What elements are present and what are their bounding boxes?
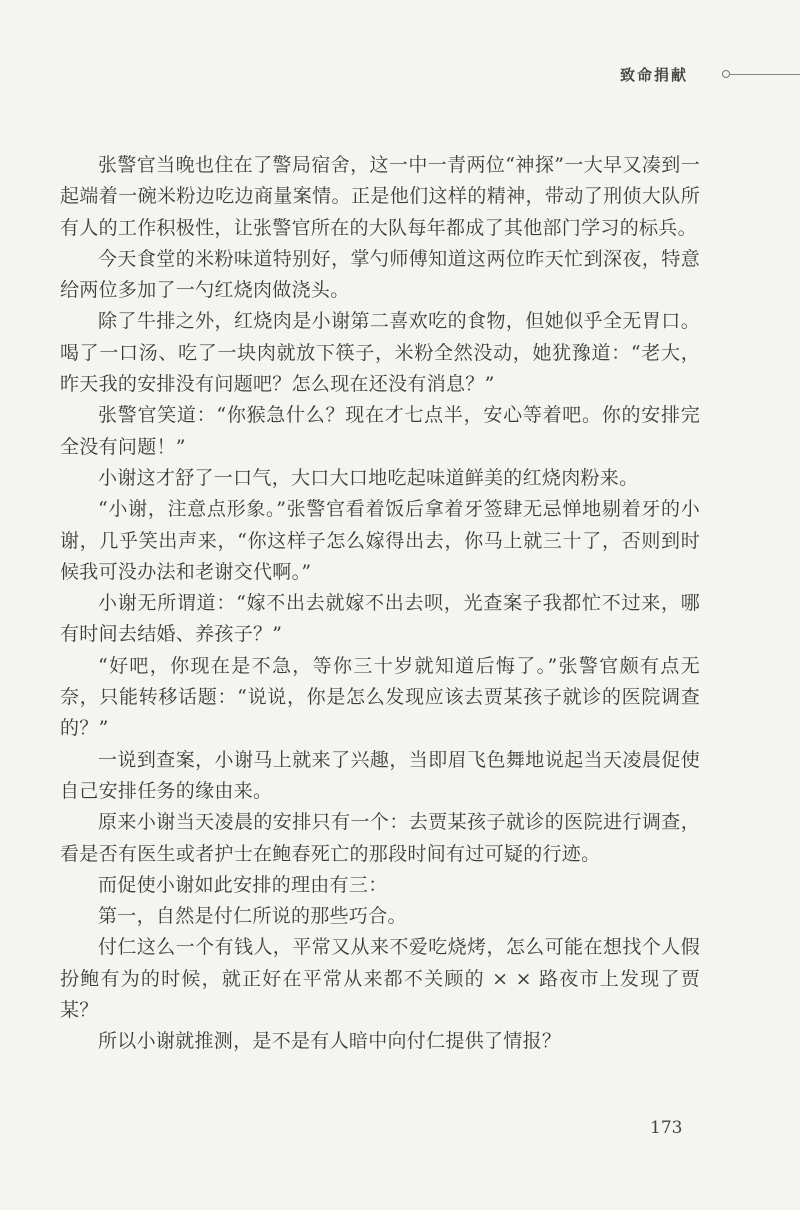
paragraph: 原来小谢当天凌晨的安排只有一个：去贾某孩子就诊的医院进行调查，看是否有医生或者护士在鲍春死亡的那段时间有过可疑的行迹。 (60, 811, 700, 865)
paragraph: 张警官笑道：“你猴急什么？现在才七点半，安心等着吧。你的安排完全没有问题！” (60, 404, 700, 458)
paragraph: 小谢这才舒了一口气，大口大口地吃起味道鲜美的红烧肉粉来。 (98, 466, 639, 489)
paragraph: “好吧，你现在是不急，等你三十岁就知道后悔了。”张警官颇有点无奈，只能转移话题：“说说，你是怎么发现应该去贾某孩子就诊的医院调查的？” (60, 654, 700, 740)
running-header (620, 64, 800, 88)
paragraph: 今天食堂的米粉味道特别好，掌勺师傅知道这两位昨天忙到深夜，特意给两位多加了一勺红烧肉做浇头。 (60, 247, 700, 302)
paragraph: 除了牛排之外，红烧肉是小谢第二喜欢吃的食物，但她似乎全无胃口。喝了一口汤、吃了一块肉就放下筷子，米粉全然没动，她犹豫道：“老大，昨天我的安排没有问题吧？怎么现在还没有消息？” (60, 310, 700, 396)
paragraph: 第一，自然是付仁所说的那些巧合。 (98, 905, 407, 928)
paragraph: 所以小谢就推测，是不是有人暗中向付仁提供了情报？ (98, 1030, 562, 1053)
header-rule (730, 74, 800, 75)
paragraph: 小谢无所谓道：“嫁不出去就嫁不出去呗，光查案子我都忙不过来，哪有时间去结婚、养孩子？” (60, 592, 700, 646)
paragraph: 付仁这么一个有钱人，平常又从来不爱吃烧烤，怎么可能在想找个人假扮鲍有为的时候，就正好在平常从来都不关顾的 × × 路夜市上发现了贾某？ (60, 936, 700, 1022)
paragraph: 而促使小谢如此安排的理由有三： (98, 873, 388, 896)
header-circle-ornament (722, 70, 730, 78)
page-number: 173 (650, 1118, 683, 1138)
running-header-title: 致命捐献 (620, 66, 689, 84)
paragraph: “小谢，注意点形象。”张警官看着饭后拿着牙签肆无忌惮地剔着牙的小谢，几乎笑出声来，“你这样子怎么嫁得出去，你马上就三十了，否则到时候我可没办法和老谢交代啊。” (60, 498, 700, 583)
paragraph: 一说到查案，小谢马上就来了兴趣，当即眉飞色舞地说起当天凌晨促使自己安排任务的缘由来。 (60, 748, 700, 802)
paragraph: 张警官当晚也住在了警局宿舍，这一中一青两位“神探”一大早又凑到一起端着一碗米粉边吃边商量案情。正是他们这样的精神，带动了刑侦大队所有人的工作积极性，让张警官所在的大队每年都成了其他部门学习的标兵。 (60, 154, 700, 239)
page-body (60, 150, 700, 1058)
